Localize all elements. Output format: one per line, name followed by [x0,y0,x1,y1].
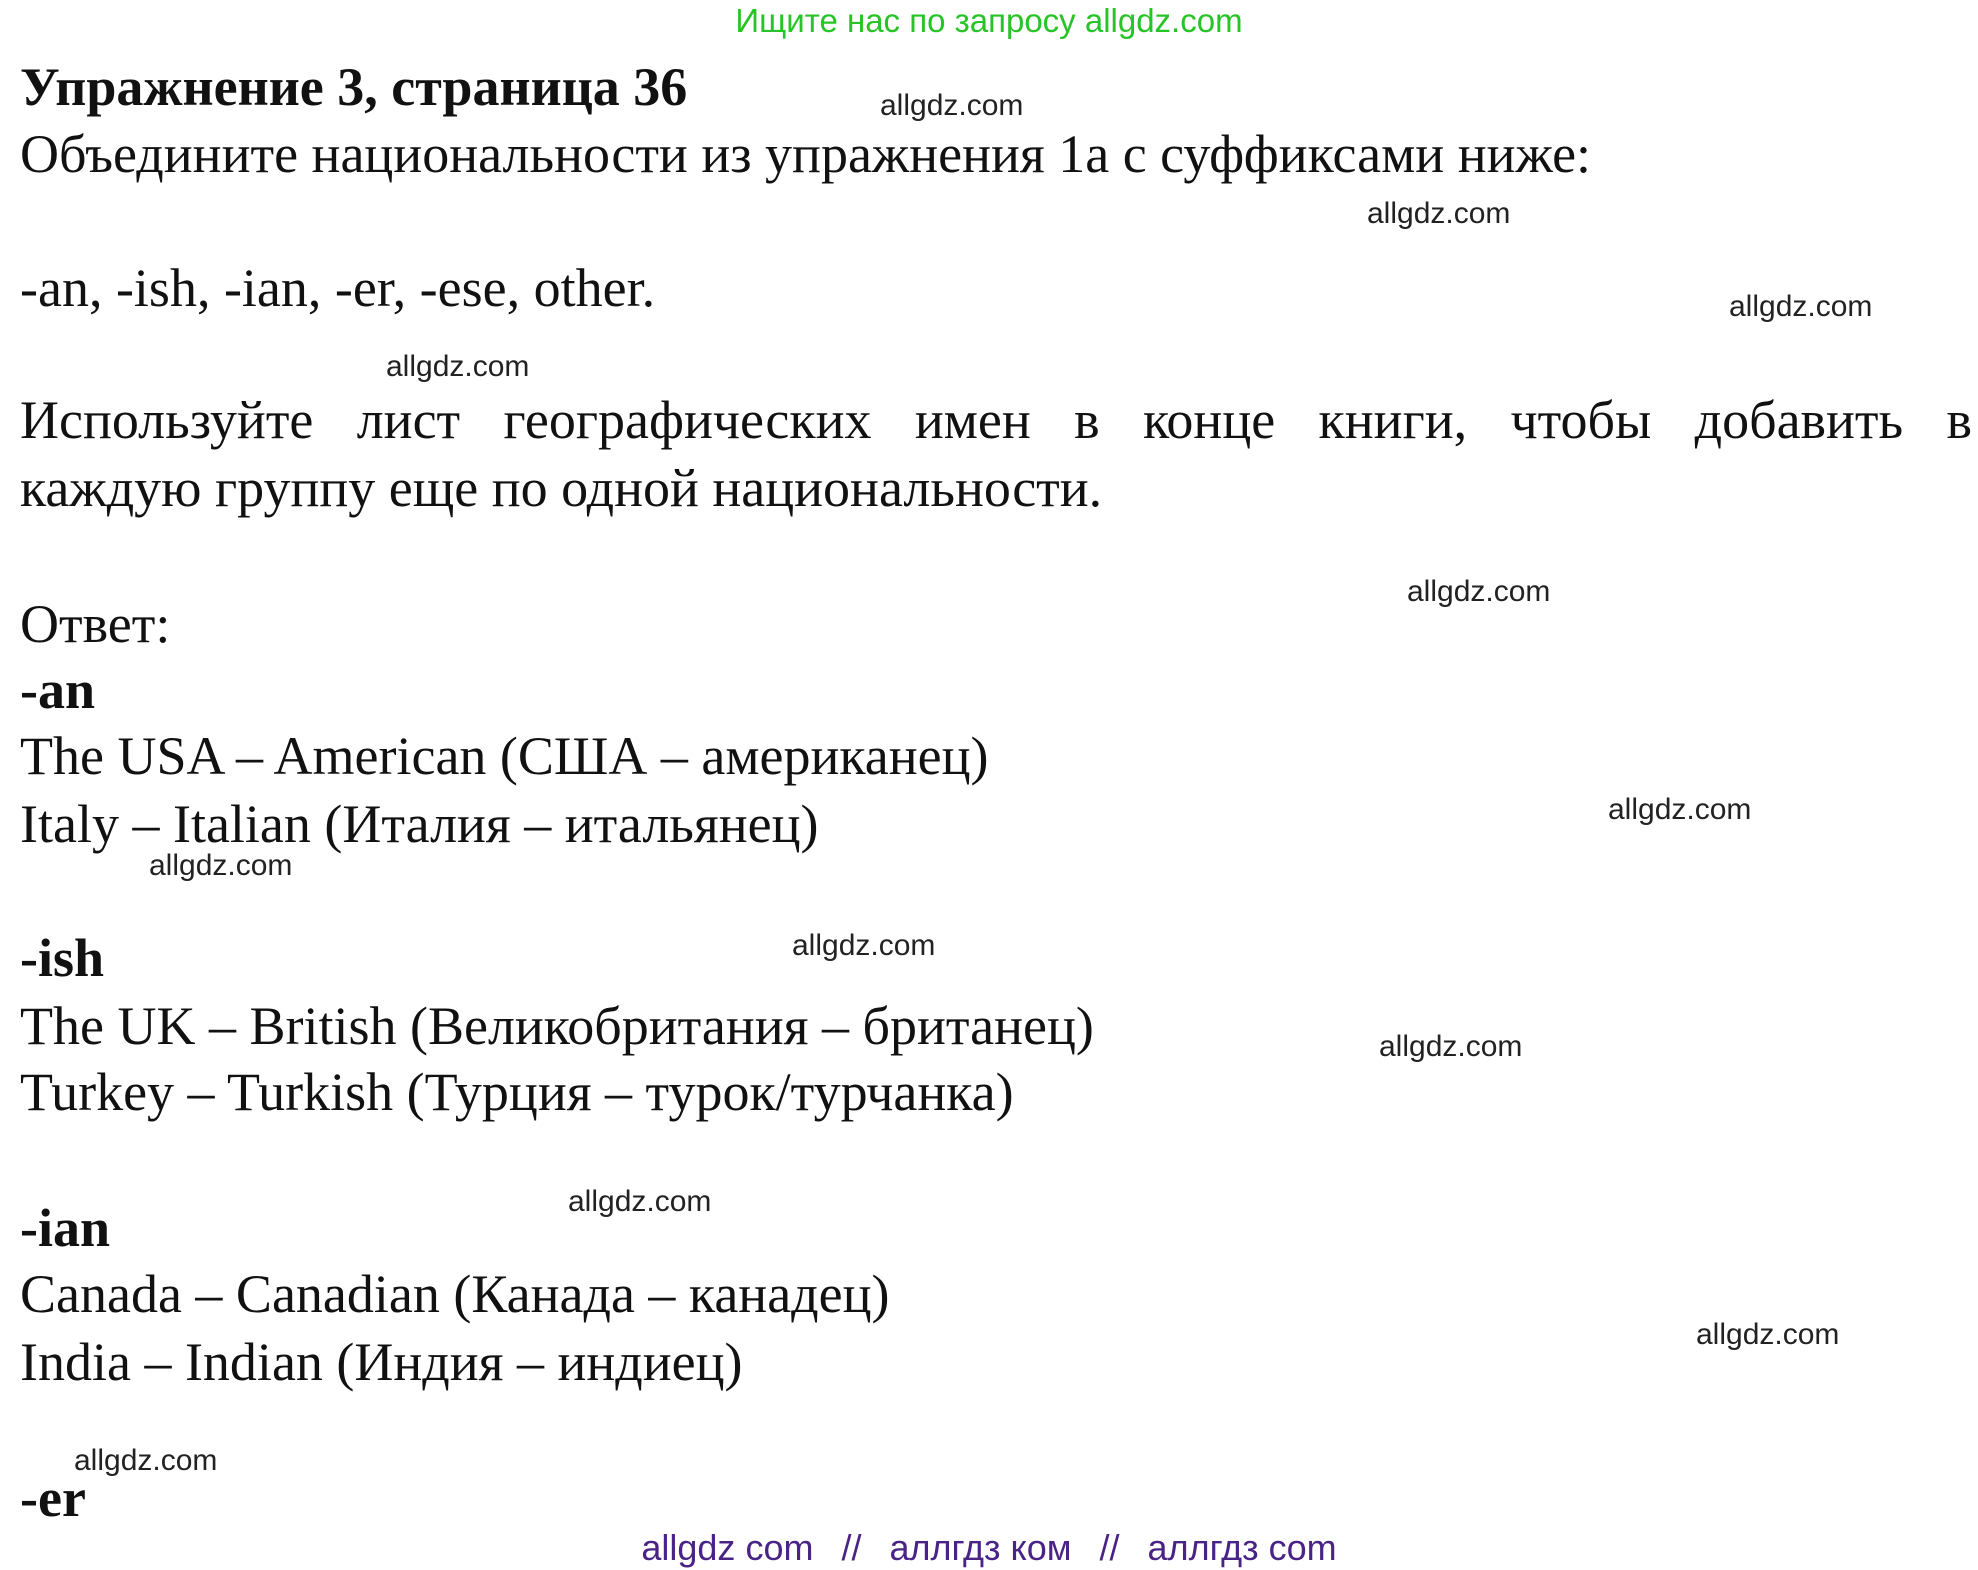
watermark: allgdz.com [1407,575,1551,608]
task-paragraph [20,386,1972,522]
answer-label: Ответ: [20,594,171,654]
watermark: allgdz.com [74,1444,218,1477]
search-banner: Ищите нас по запросу allgdz.com [735,2,1243,39]
group-suffix-er: -er [20,1468,86,1528]
watermark: allgdz.com [568,1185,712,1218]
watermark: allgdz.com [1608,793,1752,826]
footer-links [0,1526,1978,1570]
footer-link-allgdz[interactable]: allgdz com [641,1527,814,1568]
group-suffix-an: -an [20,660,96,720]
suffix-list: -an, -ish, -ian, -er, -ese, other. [20,258,656,318]
footer-separator: // [1099,1527,1120,1568]
footer-link-allgdz-mixed[interactable]: аллгдз com [1147,1527,1337,1568]
watermark: allgdz.com [1367,197,1511,230]
group-item-uk: The UK – British (Великобритания – британец) [20,996,1094,1056]
watermark: allgdz.com [149,849,293,882]
footer-separator: // [841,1527,862,1568]
group-item-turkey: Turkey – Turkish (Турция – турок/турчанка) [20,1062,1014,1122]
watermark: allgdz.com [1696,1318,1840,1351]
watermark: allgdz.com [1729,290,1873,323]
watermark: allgdz.com [792,929,936,962]
group-item-canada: Canada – Canadian (Канада – канадец) [20,1264,890,1324]
exercise-instruction: Объедините национальности из упражнения 1а с суффиксами ниже: [20,124,1592,184]
exercise-title: Упражнение 3, страница 36 [20,57,688,117]
task-line-2: каждую группу еще по одной национальности. [20,458,1103,518]
group-item-usa: The USA – American (США – американец) [20,726,989,786]
group-item-india: India – Indian (Индия – индиец) [20,1332,743,1392]
group-suffix-ian: -ian [20,1198,111,1258]
watermark: allgdz.com [1379,1030,1523,1063]
task-line-1: Используйте лист географических имен в конце книги, чтобы добавить в [20,390,1972,450]
watermark: allgdz.com [880,89,1024,122]
watermark: allgdz.com [386,350,530,383]
footer-link-allgdz-ru[interactable]: аллгдз ком [889,1527,1072,1568]
group-item-italy: Italy – Italian (Италия – итальянец) [20,794,819,854]
group-suffix-ish: -ish [20,928,105,988]
